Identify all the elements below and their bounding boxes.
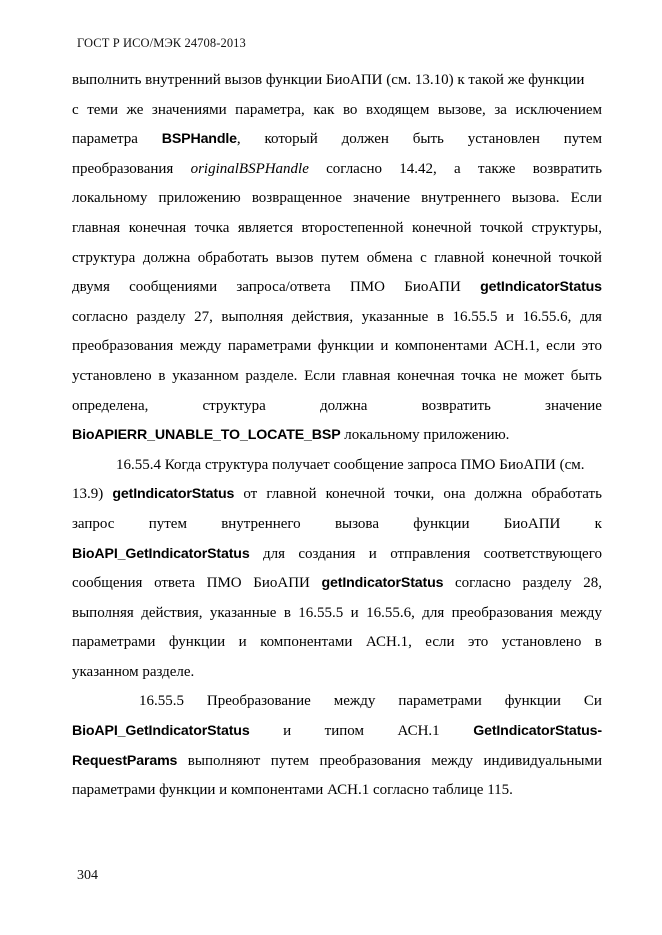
word: параметра,: [235, 101, 305, 118]
word: для: [262, 545, 285, 562]
word: в: [158, 367, 166, 384]
word: отправления: [390, 545, 471, 562]
word: между: [431, 752, 473, 769]
text-line: [72, 273, 602, 303]
page-number: 304: [77, 868, 98, 883]
word: запрос: [72, 515, 115, 532]
text-line: [72, 569, 602, 599]
word: типом: [324, 723, 364, 740]
word: установлен: [467, 131, 540, 148]
word: вызове,: [437, 101, 486, 118]
text-line: [72, 776, 602, 806]
word: должна: [474, 486, 523, 503]
word: функции: [317, 338, 374, 355]
word: параметра: [72, 131, 138, 148]
word: преобразования: [319, 752, 421, 769]
word: БиоАПИ: [404, 279, 461, 296]
word: с: [420, 249, 427, 266]
word: между: [560, 604, 602, 621]
word: значениями: [151, 101, 227, 118]
word: точки,: [394, 486, 435, 503]
word: создания: [298, 545, 356, 562]
word: указанные: [361, 308, 429, 325]
word: и: [380, 338, 389, 355]
word: и: [350, 604, 359, 621]
word: возвратить: [421, 397, 491, 414]
word: быть: [412, 131, 444, 148]
word: структура: [72, 249, 136, 266]
word: между: [179, 338, 222, 355]
word: преобразования: [451, 604, 553, 621]
text-line: [72, 214, 602, 244]
word: соответствующего: [483, 545, 602, 562]
word: же: [126, 101, 144, 118]
word: функции: [413, 515, 470, 532]
word: указанные: [209, 604, 277, 621]
word: должен: [341, 131, 389, 148]
word: выполняя: [72, 604, 134, 621]
word: определена,: [72, 397, 149, 414]
word: АСН.1,: [365, 634, 412, 651]
word: согласно: [455, 575, 511, 592]
word: для: [422, 604, 445, 621]
word: от: [243, 486, 258, 503]
word: и: [283, 723, 292, 740]
page-header-standard-number: ГОСТ Р ИСО/МЭК 24708-2013: [77, 36, 246, 50]
api-term-originalbsphandle: originalBSPHandle: [190, 160, 309, 177]
word: точкой: [558, 249, 602, 266]
word: возвращенное: [251, 190, 343, 207]
text-line: [72, 599, 602, 629]
word: конечной: [325, 486, 386, 503]
line-text: 16.55.4 Когда структура получает сообщение запроса ПМО БиоАПИ (см.: [116, 456, 585, 473]
word: сообщения: [72, 575, 143, 592]
word: с: [72, 101, 79, 118]
word: параметрами: [398, 693, 482, 710]
word: запроса/ответа: [236, 279, 331, 296]
api-term-getindicatorstatus: getIndicatorStatus: [321, 575, 444, 592]
word: приложению: [158, 190, 241, 207]
word: она: [443, 486, 466, 503]
word: установлено: [501, 634, 582, 651]
text-line: [72, 658, 602, 688]
text-line: [72, 332, 602, 362]
word: к: [594, 515, 602, 532]
word: главной: [266, 486, 317, 503]
word: между: [333, 693, 376, 710]
word: 28,: [583, 575, 602, 592]
word: возвратить: [532, 160, 602, 177]
word: 16.55.6,: [366, 604, 415, 621]
word: согласно: [326, 160, 383, 177]
word: сообщениями: [129, 279, 218, 296]
word: обработать: [197, 249, 269, 266]
word: теми: [87, 101, 118, 118]
word: структуры,: [531, 219, 602, 236]
text-line: [72, 747, 602, 777]
word: во: [342, 101, 358, 118]
word: а: [454, 160, 461, 177]
word: согласно: [72, 308, 128, 325]
word: должна: [319, 397, 368, 414]
word: 16.55.5: [298, 604, 344, 621]
word: в: [283, 604, 291, 621]
word: обработать: [531, 486, 602, 503]
word: точка: [194, 219, 230, 236]
word: в: [436, 308, 444, 325]
text-line: [72, 628, 602, 658]
word: БиоАПИ: [253, 575, 310, 592]
text-line: [72, 421, 602, 451]
word: указанном: [172, 367, 239, 384]
word: может: [524, 367, 565, 384]
word: конечной: [412, 219, 472, 236]
word: обмена: [366, 249, 413, 266]
word: действия,: [141, 604, 203, 621]
text-line: [72, 510, 602, 540]
word: главной: [434, 249, 485, 266]
word: разделу: [522, 575, 572, 592]
asn1-type-getindicatorstatus-requestparams: GetIndicatorStatus-: [473, 723, 602, 740]
word: компонентами: [260, 634, 353, 651]
word: преобразования: [72, 338, 174, 355]
word: вызова.: [511, 190, 560, 207]
word: это: [467, 634, 489, 651]
word: путем: [321, 249, 360, 266]
word: АСН.1: [397, 723, 440, 740]
word: путем: [148, 515, 187, 532]
word: индивидуальными: [483, 752, 602, 769]
word: за: [494, 101, 507, 118]
word: и: [368, 545, 377, 562]
word: конечной: [491, 249, 552, 266]
word: структура: [202, 397, 266, 414]
word: и: [238, 634, 247, 651]
api-error-code-bioapierr-unable-to-locate-bsp: BioAPIERR_UNABLE_TO_LOCATE_BSP: [72, 427, 341, 444]
line-text: выполнить внутренний вызов функции БиоАПИ (см. 13.10) к такой же функции: [72, 72, 585, 88]
word: путем: [563, 131, 602, 148]
word: это: [581, 338, 602, 355]
word: ответа: [154, 575, 195, 592]
api-term-getindicatorstatus: getIndicatorStatus: [480, 279, 602, 296]
api-term-bioapi-getindicatorstatus: BioAPI_GetIndicatorStatus: [72, 723, 250, 740]
word: не: [502, 367, 518, 384]
word: точка: [461, 367, 496, 384]
word: является: [237, 219, 293, 236]
line-text: локальному приложению.: [340, 427, 510, 444]
text-line-clause-16-55-5: [72, 687, 602, 717]
word: внутреннего: [221, 515, 301, 532]
word: входящем: [366, 101, 430, 118]
word: конечная: [397, 367, 455, 384]
word: Если: [570, 190, 602, 207]
api-term-bioapi-getindicatorstatus: BioAPI_GetIndicatorStatus: [72, 545, 250, 562]
word: параметрами: [227, 338, 312, 355]
word: и: [506, 308, 515, 325]
word: преобразования: [72, 160, 174, 177]
word: 14.42,: [399, 160, 437, 177]
text-line: [72, 155, 602, 185]
clause-number: 16.55.5: [138, 693, 184, 710]
word: действия,: [291, 308, 354, 325]
word: вызова: [334, 515, 379, 532]
word: путем: [270, 752, 309, 769]
word: также: [477, 160, 516, 177]
word: Если: [304, 367, 336, 384]
word: исключением: [515, 101, 602, 118]
word: значение: [353, 190, 411, 207]
word: выполняя: [221, 308, 284, 325]
api-term-getindicatorstatus: getIndicatorStatus: [112, 486, 235, 503]
word: БиоАПИ: [503, 515, 561, 532]
text-line: [72, 717, 602, 747]
api-term-bsphandle: BSPHandle,: [161, 131, 241, 148]
line-text: параметрами функции и компонентами АСН.1 согласно таблице 115.: [72, 782, 513, 799]
word: Си: [583, 693, 602, 710]
asn1-type-requestparams-continuation: RequestParams: [72, 752, 178, 769]
text-line: [72, 392, 602, 422]
word: главная: [72, 219, 121, 236]
word: главная: [342, 367, 391, 384]
word: конечная: [128, 219, 187, 236]
word: функции: [168, 634, 226, 651]
text-line: [72, 184, 602, 214]
word: 13.9): [72, 486, 104, 503]
document-body: [72, 66, 602, 806]
text-line: [72, 362, 602, 392]
text-line: [72, 540, 602, 570]
word: двумя: [72, 279, 110, 296]
word: параметрами: [72, 634, 156, 651]
word: как: [313, 101, 335, 118]
word: локальному: [72, 190, 148, 207]
word: если: [425, 634, 455, 651]
word: который: [264, 131, 318, 148]
word: 16.55.6,: [522, 308, 572, 325]
word: быть: [570, 367, 602, 384]
word: 27,: [194, 308, 213, 325]
text-line: [72, 125, 602, 155]
text-line: [72, 66, 602, 96]
line-text: указанном разделе.: [72, 663, 195, 680]
word: установлено: [72, 367, 152, 384]
word: если: [546, 338, 576, 355]
word: вызов: [275, 249, 314, 266]
word: точкой: [479, 219, 524, 236]
text-line: [72, 480, 602, 510]
word: значение: [545, 397, 602, 414]
word: компонентами: [394, 338, 488, 355]
word: 16.55.5: [452, 308, 498, 325]
word: для: [579, 308, 602, 325]
word: внутреннего: [421, 190, 501, 207]
word: выполняют: [187, 752, 261, 769]
text-line: [72, 303, 602, 333]
word: разделу: [136, 308, 186, 325]
text-line-clause-16-55-4: [72, 451, 602, 481]
word: в: [594, 634, 602, 651]
word: АСН.1,: [493, 338, 540, 355]
word: должна: [142, 249, 191, 266]
word: ПМО: [206, 575, 242, 592]
word: ПМО: [349, 279, 385, 296]
word: разделе.: [245, 367, 298, 384]
word: функции: [504, 693, 561, 710]
text-line: [72, 244, 602, 274]
word: второстепенной: [301, 219, 404, 236]
text-line: [72, 96, 602, 126]
word: Преобразование: [206, 693, 311, 710]
